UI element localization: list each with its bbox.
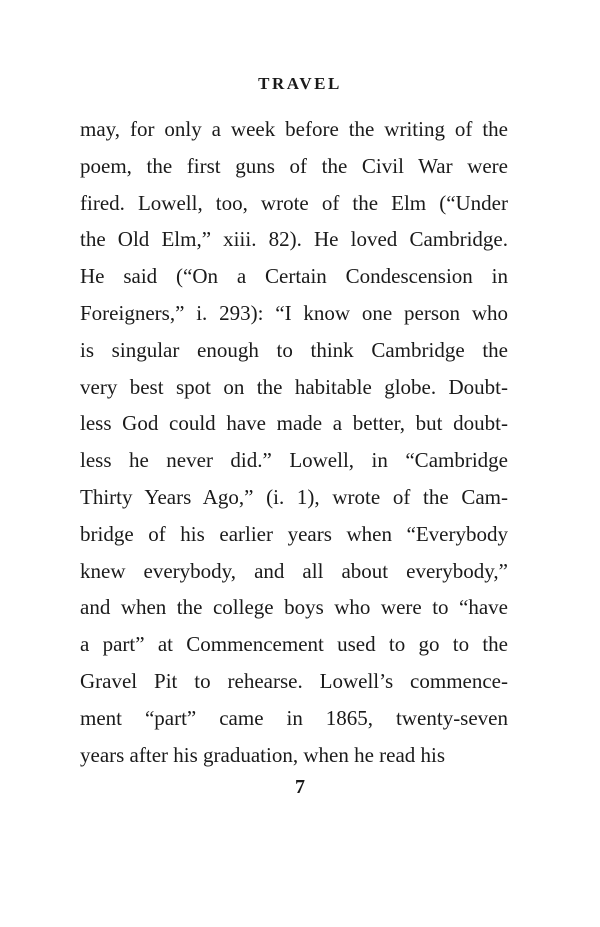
text-line: less he never did.” Lowell, in “Cambridge bbox=[80, 448, 508, 473]
text-line: poem, the first guns of the Civil War were bbox=[80, 153, 508, 178]
text-line: Thirty Years Ago,” (i. 1), wrote of the Cam- bbox=[80, 484, 508, 509]
text-line: He said (“On a Certain Condescension in bbox=[80, 264, 508, 289]
text-line: fired. Lowell, too, wrote of the Elm (“Under bbox=[80, 190, 508, 215]
text-line: ment “part” came in 1865, twenty-seven bbox=[80, 705, 508, 730]
text-line: Foreigners,” i. 293): “I know one person who bbox=[80, 300, 508, 325]
text-line: bridge of his earlier years when “Everybody bbox=[80, 521, 508, 546]
text-line: years after his graduation, when he read his bbox=[80, 742, 446, 767]
text-line: a part” at Commencement used to go to the bbox=[80, 632, 508, 657]
text-line: is singular enough to think Cambridge the bbox=[80, 337, 508, 362]
page-number: 7 bbox=[295, 776, 305, 798]
text-line: less God could have made a better, but doubt- bbox=[80, 411, 508, 436]
body-text bbox=[80, 111, 508, 773]
text-line: and when the college boys who were to “have bbox=[80, 595, 508, 620]
text-line: the Old Elm,” xiii. 82). He loved Cambridge. bbox=[80, 227, 508, 252]
running-head: TRAVEL bbox=[258, 74, 342, 93]
text-line: knew everybody, and all about everybody,” bbox=[80, 558, 508, 583]
text-line: may, for only a week before the writing of the bbox=[80, 117, 508, 141]
text-line: very best spot on the habitable globe. Doubt- bbox=[80, 374, 508, 399]
text-line: Gravel Pit to rehearse. Lowell’s commence- bbox=[80, 668, 508, 693]
